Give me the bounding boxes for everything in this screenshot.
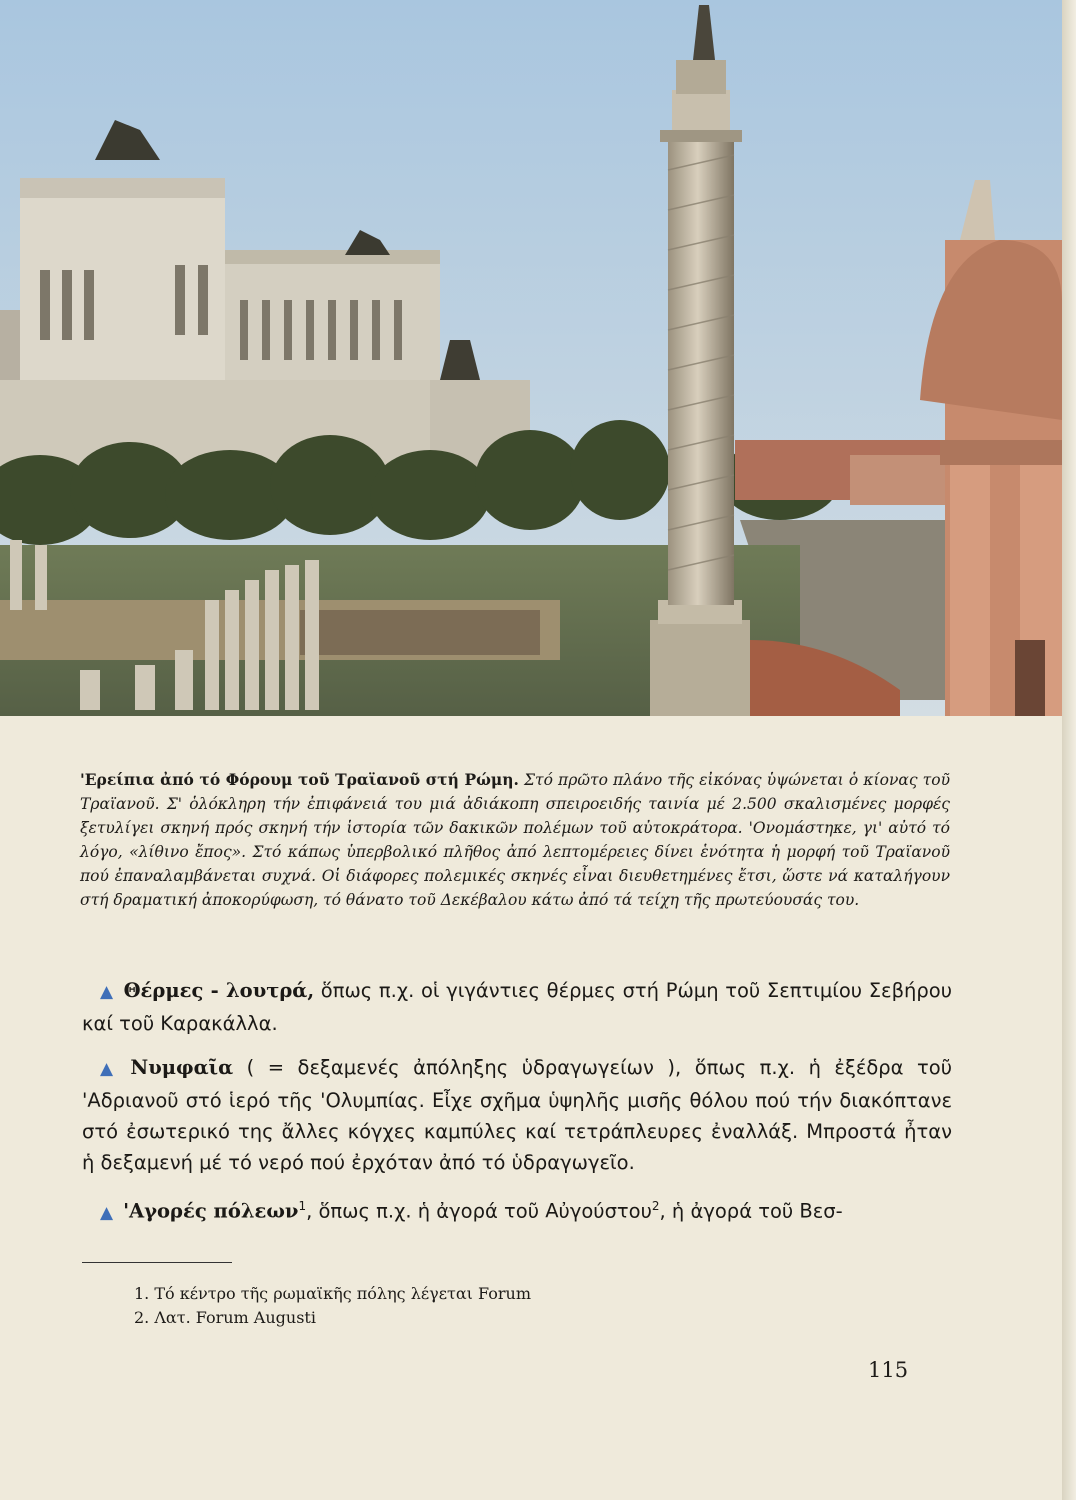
footnote-ref-1: 1 — [298, 1199, 307, 1213]
footnote-2: 2. Λατ. Forum Augusti — [134, 1308, 316, 1327]
item-term: 'Αγορές πόλεων — [123, 1199, 299, 1223]
page-number: 115 — [868, 1358, 909, 1382]
photo-trajans-column-rome — [0, 0, 1062, 716]
triangle-bullet-icon: ▲ — [100, 982, 114, 1002]
item-term: Θέρμες - λουτρά, — [123, 979, 315, 1002]
body-text — [82, 975, 952, 1242]
caption-title: 'Ερείπια ἀπό τό Φόρουμ τοῦ Τραϊανοῦ στή Ρώμη. — [80, 770, 519, 789]
triangle-bullet-icon: ▲ — [100, 1059, 121, 1079]
triangle-bullet-icon: ▲ — [100, 1202, 114, 1223]
item-text: , ὅπως π.χ. ἡ ἀγορά τοῦ Αὐγούστου — [306, 1199, 652, 1223]
footnote-ref-2: 2 — [651, 1199, 660, 1213]
caption-text: Στό πρῶτο πλάνο τῆς εἰκόνας ὑψώνεται ὁ κίονας τοῦ Τραϊανοῦ. Σ' ὁλόκληρη τήν ἐπιφάνειά του μιά ἀδιάκοπη σπειροειδής ταινία μέ 2.500 σκαλισμένες μορφές ξετυλίγει σκηνή πρός σκηνή τήν ἱστορία τῶν δακικῶν πολέμων τοῦ αὐτοκράτορα. 'Ονομάστηκε, γι' αὐτό τό λόγο, «λίθινο ἔπος». Στό κάπως ὑπερβολικό πλῆθος ἀπό λεπτομέρειες δίνει ἑνότητα ἡ μορφή τοῦ Τραϊανοῦ πού ἐπαναλαμβάνεται συχνά. Οἱ διάφορες πολεμικές σκηνές εἶναι διευθετημένες ἔτσι, ὥστε νά καταλήγουν στή δραματική ἀποκορύφωση, τό θάνατο τοῦ Δεκέβαλου κάτω ἀπό τά τείχη τῆς πρωτεύουσάς του. — [80, 771, 950, 909]
page-edge — [1062, 0, 1076, 1500]
footnote-1: 1. Τό κέντρο τῆς ρωμαϊκῆς πόλης λέγεται Forum — [134, 1284, 531, 1303]
item-baths — [82, 975, 952, 1039]
item-agoras — [82, 1191, 952, 1229]
item-term: Νυμφαῖα — [130, 1056, 234, 1079]
footnote-divider — [82, 1262, 232, 1263]
item-text: ( = δεξαμενές ἀπόληξης ὑδραγωγείων ), ὅπως π.χ. ἡ ἐξέδρα τοῦ 'Αδριανοῦ στό ἱερό τῆς 'Ολυμπίας. Εἶχε σχῆμα ὑψηλῆς μισῆς θόλου πού τήν διακόπτανε στό ἐσωτερικό της ἄλλες κόγχες καμπύλες καί τετράπλευρες ἐναλλάξ. Μπροστά ἦταν ἡ δεξαμενή μέ τό νερό πού ἐρχόταν ἀπό τό ὑδραγωγεῖο. — [82, 1056, 952, 1174]
item-text: ὅπως π.χ. οἱ γιγάντιες θέρμες στή Ρώμη τοῦ Σεπτιμίου Σεβήρου καί τοῦ Καρακάλλα. — [82, 979, 952, 1035]
photo-caption — [80, 768, 950, 912]
item-text-continued: , ἡ ἀγορά τοῦ Βεσ- — [659, 1199, 843, 1223]
item-nymphaea — [82, 1052, 952, 1178]
footnotes — [134, 1282, 634, 1330]
